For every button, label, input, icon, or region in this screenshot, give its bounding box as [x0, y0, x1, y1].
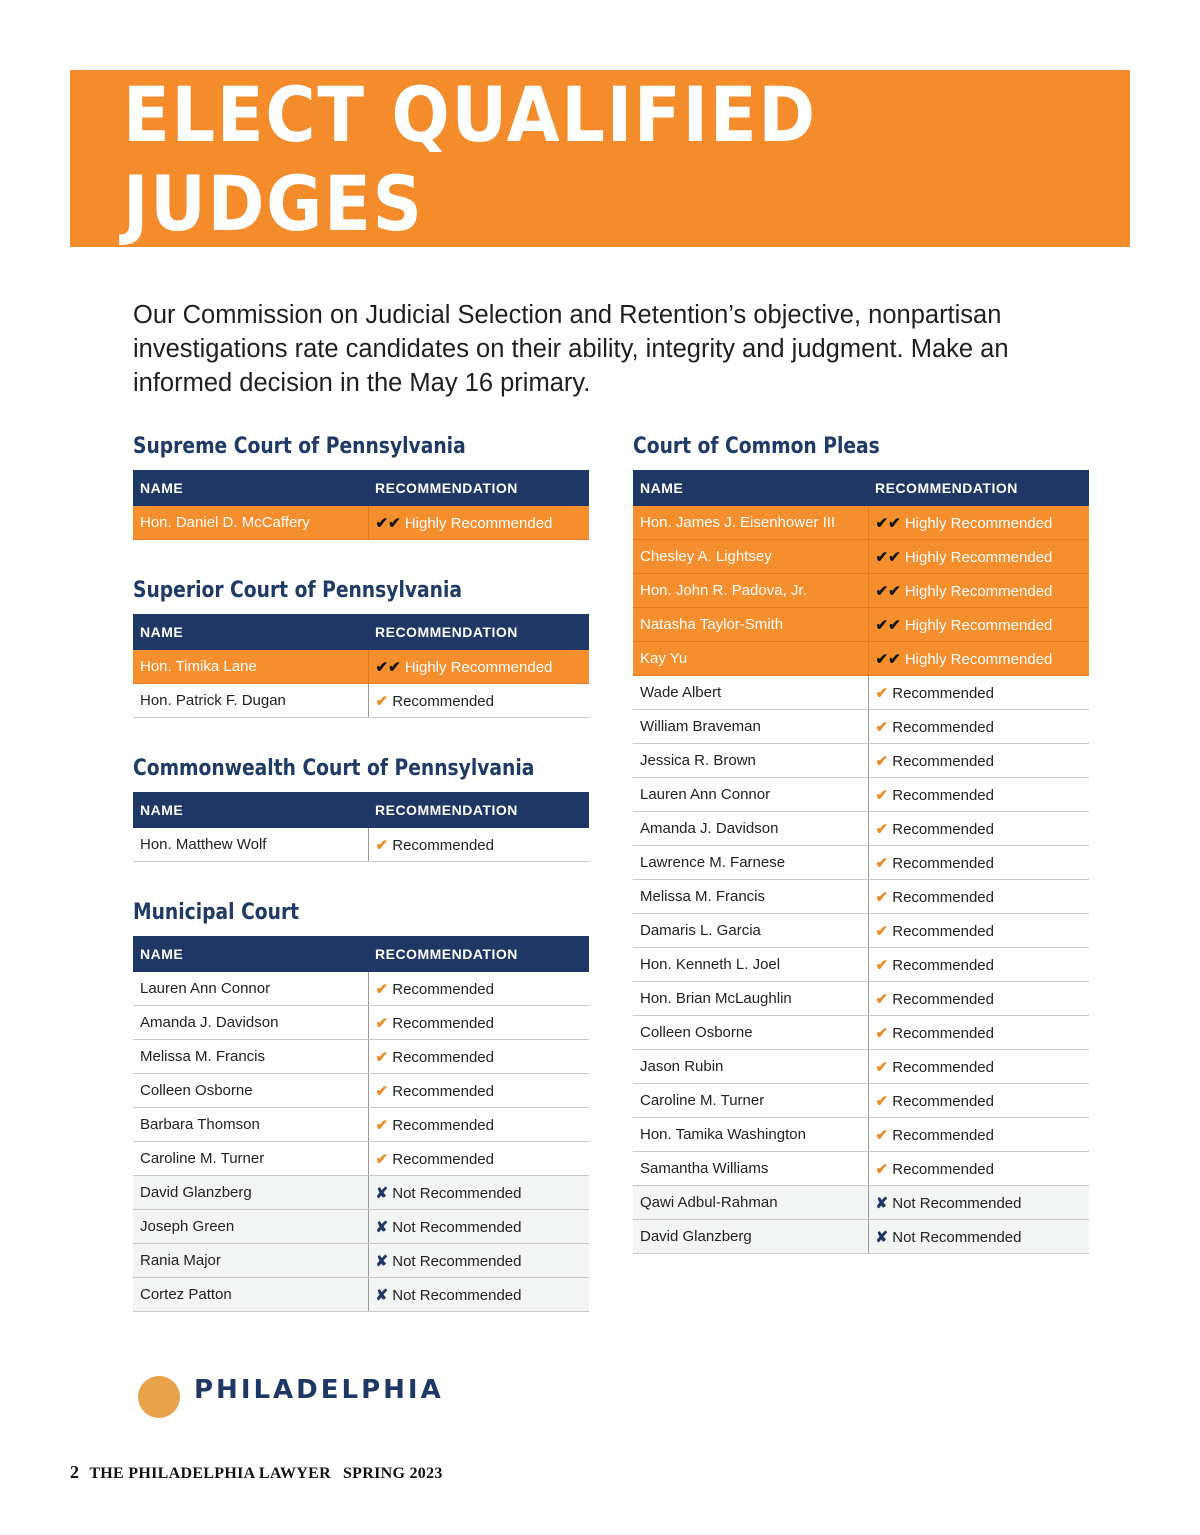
recommendation-label: Recommended [892, 718, 994, 736]
section-commonwealth-court [133, 754, 589, 862]
table-row [133, 1244, 589, 1278]
table-row [633, 744, 1089, 778]
candidate-name: Hon. John R. Padova, Jr. [633, 574, 868, 608]
page-footer [70, 1462, 443, 1483]
candidate-name: Melissa M. Francis [133, 1040, 368, 1074]
table-row [633, 1152, 1089, 1186]
name-column-header: NAME [133, 470, 368, 506]
recommendation-label: Not Recommended [892, 1228, 1022, 1246]
section-title: Commonwealth Court of Pennsylvania [133, 756, 535, 781]
check-icon: ✔ [375, 692, 389, 710]
recommendation-label: Recommended [892, 888, 994, 906]
check-icon: ✔ [875, 1092, 889, 1110]
recommendation-cell [868, 506, 1089, 540]
candidate-name: Hon. Tamika Washington [633, 1118, 868, 1152]
check-icon: ✔ [875, 786, 889, 804]
recommendation-cell [868, 744, 1089, 778]
candidate-name: William Braveman [633, 710, 868, 744]
table-row [133, 1006, 589, 1040]
check-icon: ✔ [875, 956, 889, 974]
logo-emblem-icon [138, 1376, 180, 1418]
recommendation-label: Recommended [892, 820, 994, 838]
recommendation-cell [368, 684, 589, 718]
recommendation-label: Highly Recommended [904, 548, 1053, 566]
recommendation-cell [868, 642, 1089, 676]
candidate-name: Hon. Kenneth L. Joel [633, 948, 868, 982]
page-title: ELECT QUALIFIED JUDGES [123, 69, 817, 248]
check-icon: ✔ [875, 718, 889, 736]
candidate-name: Rania Major [133, 1244, 368, 1278]
recommendation-label: Not Recommended [892, 1194, 1022, 1212]
check-icon: ✔ [875, 820, 889, 838]
check-icon: ✔ [375, 1014, 389, 1032]
check-icon: ✔ [875, 1058, 889, 1076]
recommendation-cell [868, 608, 1089, 642]
name-column-header: NAME [133, 936, 368, 972]
recommendation-cell [868, 540, 1089, 574]
check-icon: ✔ [375, 1150, 389, 1168]
table-row [633, 914, 1089, 948]
recommendation-label: Not Recommended [392, 1218, 522, 1236]
table-row [633, 880, 1089, 914]
recommendation-label: Recommended [392, 1082, 494, 1100]
recommendation-cell [368, 972, 589, 1006]
cross-icon: ✘ [875, 1194, 889, 1212]
table-row [633, 1084, 1089, 1118]
recommendation-label: Recommended [392, 1150, 494, 1168]
cross-icon: ✘ [375, 1218, 389, 1236]
section-municipal-court [133, 898, 589, 1312]
candidate-name: Jessica R. Brown [633, 744, 868, 778]
name-column-header: NAME [133, 792, 368, 828]
recommendation-cell [368, 1176, 589, 1210]
candidate-name: Hon. Matthew Wolf [133, 828, 368, 862]
recommendation-cell [868, 1152, 1089, 1186]
double-check-icon: ✔✔ [375, 514, 401, 532]
section-title: Supreme Court of Pennsylvania [133, 434, 466, 459]
table-row [133, 1210, 589, 1244]
recommendation-cell [868, 1220, 1089, 1254]
recommendation-cell [868, 982, 1089, 1016]
recommendation-cell [368, 1244, 589, 1278]
recommendation-column-header: RECOMMENDATION [368, 614, 589, 650]
candidate-name: Lauren Ann Connor [133, 972, 368, 1006]
check-icon: ✔ [875, 854, 889, 872]
double-check-icon: ✔✔ [875, 616, 901, 634]
recommendation-label: Recommended [392, 1048, 494, 1066]
candidate-name: David Glanzberg [633, 1220, 868, 1254]
table-row [633, 540, 1089, 574]
check-icon: ✔ [875, 1126, 889, 1144]
candidate-name: Jason Rubin [633, 1050, 868, 1084]
recommendation-label: Recommended [892, 786, 994, 804]
candidate-name: Cortez Patton [133, 1278, 368, 1312]
table-row [633, 608, 1089, 642]
recommendation-cell [868, 1050, 1089, 1084]
check-icon: ✔ [375, 1082, 389, 1100]
recommendation-cell [868, 574, 1089, 608]
table-header-row [633, 470, 1089, 506]
recommendation-label: Not Recommended [392, 1184, 522, 1202]
ratings-table [133, 614, 589, 718]
recommendation-cell [368, 1006, 589, 1040]
recommendation-cell [368, 1108, 589, 1142]
candidate-name: Lauren Ann Connor [633, 778, 868, 812]
candidate-name: Samantha Williams [633, 1152, 868, 1186]
name-column-header: NAME [633, 470, 868, 506]
recommendation-cell [368, 1040, 589, 1074]
recommendation-label: Recommended [892, 684, 994, 702]
candidate-name: Lawrence M. Farnese [633, 846, 868, 880]
check-icon: ✔ [875, 888, 889, 906]
table-header-row [133, 936, 589, 972]
table-row [133, 1142, 589, 1176]
right-column [633, 432, 1089, 1290]
recommendation-cell [368, 1142, 589, 1176]
check-icon: ✔ [875, 1024, 889, 1042]
recommendation-label: Highly Recommended [404, 658, 553, 676]
table-row [633, 948, 1089, 982]
page-number: 2 [70, 1462, 80, 1482]
table-row [633, 574, 1089, 608]
recommendation-label: Recommended [392, 692, 494, 710]
recommendation-label: Recommended [392, 980, 494, 998]
candidate-name: Qawi Adbul-Rahman [633, 1186, 868, 1220]
table-row [133, 1176, 589, 1210]
recommendation-cell [868, 846, 1089, 880]
recommendation-cell [868, 710, 1089, 744]
check-icon: ✔ [375, 1048, 389, 1066]
candidate-name: Chesley A. Lightsey [633, 540, 868, 574]
recommendation-cell [368, 1074, 589, 1108]
recommendation-label: Recommended [892, 990, 994, 1008]
ratings-table [133, 936, 589, 1312]
check-icon: ✔ [875, 922, 889, 940]
table-row [633, 1186, 1089, 1220]
recommendation-column-header: RECOMMENDATION [368, 470, 589, 506]
check-icon: ✔ [875, 1160, 889, 1178]
table-row [133, 506, 589, 540]
table-row [633, 1220, 1089, 1254]
recommendation-label: Recommended [392, 836, 494, 854]
recommendation-cell [368, 506, 589, 540]
section-court-of-common-pleas [633, 432, 1089, 1254]
table-row [133, 828, 589, 862]
ratings-table [133, 792, 589, 862]
candidate-name: Hon. Timika Lane [133, 650, 368, 684]
ratings-table [633, 470, 1089, 1254]
recommendation-label: Highly Recommended [904, 650, 1053, 668]
table-row [133, 1040, 589, 1074]
table-row [633, 676, 1089, 710]
check-icon: ✔ [875, 684, 889, 702]
candidate-name: David Glanzberg [133, 1176, 368, 1210]
candidate-name: Joseph Green [133, 1210, 368, 1244]
recommendation-cell [868, 1084, 1089, 1118]
candidate-name: Amanda J. Davidson [133, 1006, 368, 1040]
table-row [633, 710, 1089, 744]
table-row [633, 982, 1089, 1016]
cross-icon: ✘ [375, 1184, 389, 1202]
recommendation-label: Highly Recommended [404, 514, 553, 532]
check-icon: ✔ [375, 980, 389, 998]
recommendation-cell [368, 828, 589, 862]
recommendation-cell [868, 1186, 1089, 1220]
recommendation-label: Recommended [392, 1116, 494, 1134]
candidate-name: Colleen Osborne [133, 1074, 368, 1108]
candidate-name: Damaris L. Garcia [633, 914, 868, 948]
candidate-name: Hon. James J. Eisenhower III [633, 506, 868, 540]
table-header-row [133, 470, 589, 506]
recommendation-label: Recommended [892, 1160, 994, 1178]
recommendation-column-header: RECOMMENDATION [368, 936, 589, 972]
title-banner [70, 70, 1130, 247]
cross-icon: ✘ [375, 1252, 389, 1270]
recommendation-label: Recommended [892, 956, 994, 974]
candidate-name: Natasha Taylor-Smith [633, 608, 868, 642]
candidate-name: Wade Albert [633, 676, 868, 710]
recommendation-cell [868, 1118, 1089, 1152]
name-column-header: NAME [133, 614, 368, 650]
table-row [633, 778, 1089, 812]
table-row [633, 642, 1089, 676]
recommendation-label: Recommended [892, 922, 994, 940]
table-row [633, 506, 1089, 540]
table-row [633, 1016, 1089, 1050]
recommendation-label: Recommended [892, 1126, 994, 1144]
candidate-name: Hon. Daniel D. McCaffery [133, 506, 368, 540]
table-row [633, 812, 1089, 846]
recommendation-label: Highly Recommended [904, 582, 1053, 600]
recommendation-column-header: RECOMMENDATION [868, 470, 1089, 506]
table-header-row [133, 792, 589, 828]
candidate-name: Hon. Brian McLaughlin [633, 982, 868, 1016]
section-title: Court of Common Pleas [633, 434, 880, 459]
logo-wordmark: PHILADELPHIA [194, 1375, 444, 1405]
check-icon: ✔ [375, 836, 389, 854]
check-icon: ✔ [875, 752, 889, 770]
recommendation-label: Not Recommended [392, 1252, 522, 1270]
cross-icon: ✘ [375, 1286, 389, 1304]
publication-name: THE PHILADELPHIA LAWYER [89, 1465, 331, 1482]
double-check-icon: ✔✔ [875, 582, 901, 600]
recommendation-cell [868, 676, 1089, 710]
recommendation-label: Not Recommended [392, 1286, 522, 1304]
table-row [133, 972, 589, 1006]
issue-date: SPRING 2023 [342, 1465, 443, 1482]
recommendation-cell [868, 812, 1089, 846]
intro-paragraph: Our Commission on Judicial Selection and Retention’s objective, nonpartisan investigations rate candidates on their ability, integrity and judgment. Make an informed decision in the May 16 primary. [133, 301, 1009, 397]
recommendation-cell [868, 914, 1089, 948]
table-row [133, 684, 589, 718]
recommendation-label: Recommended [392, 1014, 494, 1032]
section-supreme-court [133, 432, 589, 540]
recommendation-cell [368, 1278, 589, 1312]
table-row [633, 1118, 1089, 1152]
left-column [133, 432, 589, 1348]
double-check-icon: ✔✔ [375, 658, 401, 676]
recommendation-cell [868, 778, 1089, 812]
table-row [633, 1050, 1089, 1084]
recommendation-label: Recommended [892, 1092, 994, 1110]
table-row [133, 1108, 589, 1142]
double-check-icon: ✔✔ [875, 514, 901, 532]
table-header-row [133, 614, 589, 650]
recommendation-cell [868, 948, 1089, 982]
recommendation-column-header: RECOMMENDATION [368, 792, 589, 828]
recommendation-label: Recommended [892, 1024, 994, 1042]
philadelphia-bar-logo [138, 1375, 444, 1405]
section-superior-court [133, 576, 589, 718]
table-row [633, 846, 1089, 880]
cross-icon: ✘ [875, 1228, 889, 1246]
ratings-table [133, 470, 589, 540]
recommendation-cell [868, 880, 1089, 914]
candidate-name: Barbara Thomson [133, 1108, 368, 1142]
candidate-name: Caroline M. Turner [633, 1084, 868, 1118]
check-icon: ✔ [875, 990, 889, 1008]
table-row [133, 1278, 589, 1312]
candidate-name: Caroline M. Turner [133, 1142, 368, 1176]
candidate-name: Amanda J. Davidson [633, 812, 868, 846]
recommendation-cell [868, 1016, 1089, 1050]
recommendation-label: Recommended [892, 752, 994, 770]
recommendation-cell [368, 650, 589, 684]
check-icon: ✔ [375, 1116, 389, 1134]
section-title: Superior Court of Pennsylvania [133, 578, 463, 603]
recommendation-label: Recommended [892, 1058, 994, 1076]
double-check-icon: ✔✔ [875, 548, 901, 566]
candidate-name: Colleen Osborne [633, 1016, 868, 1050]
recommendation-cell [368, 1210, 589, 1244]
candidate-name: Melissa M. Francis [633, 880, 868, 914]
table-row [133, 1074, 589, 1108]
candidate-name: Kay Yu [633, 642, 868, 676]
recommendation-label: Highly Recommended [904, 514, 1053, 532]
candidate-name: Hon. Patrick F. Dugan [133, 684, 368, 718]
recommendation-label: Recommended [892, 854, 994, 872]
double-check-icon: ✔✔ [875, 650, 901, 668]
recommendation-label: Highly Recommended [904, 616, 1053, 634]
table-row [133, 650, 589, 684]
section-title: Municipal Court [133, 900, 300, 925]
